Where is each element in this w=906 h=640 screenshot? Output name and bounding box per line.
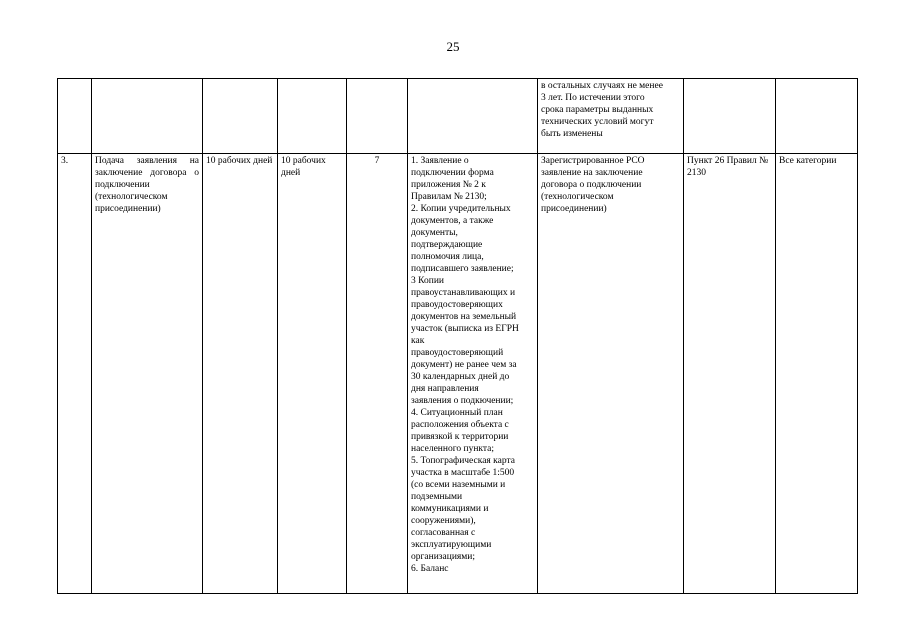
cell-term-2-empty xyxy=(278,79,347,154)
cell-basis: Пункт 26 Правил № 2130 xyxy=(684,154,776,594)
documents-line: дня направления xyxy=(411,384,479,394)
documents-line: населенного пункта; xyxy=(411,444,495,454)
documents-line: расположения объекта с xyxy=(411,420,509,430)
cell-procedure-empty xyxy=(92,79,203,154)
documents-line: 1. Заявление о xyxy=(411,156,469,166)
documents-line: как xyxy=(411,336,425,346)
documents-line: участка в масштабе 1:500 xyxy=(411,468,515,478)
documents-line: Правилам № 2130; xyxy=(411,192,487,202)
cell-term-2: 10 рабочих дней xyxy=(278,154,347,594)
cell-result: Зарегистрированное РСО заявление на заключение договора о подключении (технологическом присоединении) xyxy=(538,154,684,594)
cell-basis-empty xyxy=(684,79,776,154)
documents-line: (со всеми наземными и xyxy=(411,480,506,490)
cell-conditions-continuation xyxy=(538,79,684,154)
table-row-continuation xyxy=(58,79,858,154)
documents-line: участок (выписка из ЕГРН xyxy=(411,324,519,334)
cell-term-1: 10 рабочих дней xyxy=(203,154,278,594)
cell-row-number: 3. xyxy=(58,154,92,594)
documents-line: организациями; xyxy=(411,552,476,562)
documents-line: полномочия лица, xyxy=(411,252,484,262)
table-row xyxy=(58,154,858,594)
cell-count-empty xyxy=(347,79,408,154)
documents-line: эксплуатирующими xyxy=(411,540,492,550)
documents-line: правоудостоверяющий xyxy=(411,348,504,358)
documents-line: согласованная с xyxy=(411,528,476,538)
documents-line: подключении форма xyxy=(411,168,494,178)
documents-line: правоудостоверяющих xyxy=(411,300,503,310)
documents-line: подземными xyxy=(411,492,463,502)
cell-count: 7 xyxy=(347,154,408,594)
cell-documents-empty xyxy=(408,79,538,154)
cell-term-1-empty xyxy=(203,79,278,154)
documents-line: документов на земельный xyxy=(411,312,517,322)
documents-line: 4. Ситуационный план xyxy=(411,408,503,418)
cell-category-empty xyxy=(776,79,858,154)
cell-number-empty xyxy=(58,79,92,154)
documents-line: 30 календарных дней до xyxy=(411,372,510,382)
conditions-line: технических условий могут xyxy=(541,117,654,127)
documents-line: документов, а также xyxy=(411,216,494,226)
conditions-line: в остальных случаях не менее xyxy=(541,81,663,91)
documents-line: подписавшего заявление; xyxy=(411,264,514,274)
documents-line: приложения № 2 к xyxy=(411,180,486,190)
services-table xyxy=(57,78,858,594)
cell-category: Все категории xyxy=(776,154,858,594)
documents-line: коммуникациями и xyxy=(411,504,489,514)
documents-line: 6. Баланс xyxy=(411,564,449,574)
documents-line: 2. Копии учредительных xyxy=(411,204,511,214)
conditions-line: 3 лет. По истечении этого xyxy=(541,93,645,103)
documents-line: подтверждающие xyxy=(411,240,483,250)
documents-line: заявления о подкючении; xyxy=(411,396,514,406)
documents-line: привязкой к территории xyxy=(411,432,509,442)
documents-line: документ) не ранее чем за xyxy=(411,360,517,370)
documents-line: 3 Копии xyxy=(411,276,444,286)
conditions-line: срока параметры выданных xyxy=(541,105,654,115)
cell-procedure: Подача заявления на заключение договора о подключении (технологическом присоединении) xyxy=(92,154,203,594)
cell-documents xyxy=(408,154,538,594)
documents-line: сооружениями), xyxy=(411,516,476,526)
documents-line: 5. Топографическая карта xyxy=(411,456,515,466)
conditions-line: быть изменены xyxy=(541,129,603,139)
page-number: 25 xyxy=(446,39,460,54)
documents-line: правоустанавливающих и xyxy=(411,288,516,298)
documents-line: документы, xyxy=(411,228,458,238)
